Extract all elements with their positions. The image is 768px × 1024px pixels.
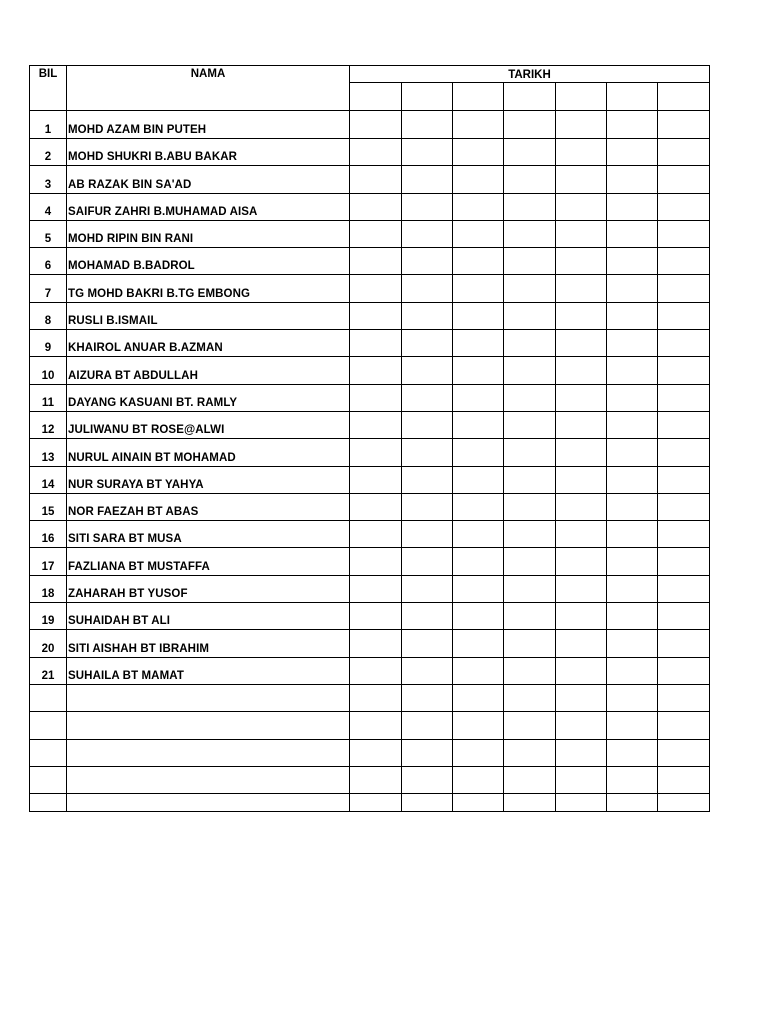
attendance-cell[interactable] <box>453 712 504 739</box>
table-row <box>30 248 710 275</box>
attendance-cell[interactable] <box>453 384 504 411</box>
nama-cell: MOHD SHUKRI B.ABU BAKAR <box>67 139 350 166</box>
attendance-cell[interactable] <box>350 439 402 466</box>
bil-cell: 7 <box>30 275 67 302</box>
bil-cell: 2 <box>30 139 67 166</box>
attendance-cell[interactable] <box>350 575 402 602</box>
bil-cell: 18 <box>30 575 67 602</box>
attendance-sheet <box>29 65 710 812</box>
bil-cell <box>30 766 67 793</box>
attendance-cell[interactable] <box>402 302 453 329</box>
attendance-cell[interactable] <box>350 302 402 329</box>
attendance-cell[interactable] <box>658 548 710 575</box>
attendance-cell[interactable] <box>504 493 556 520</box>
date-slot-header-2[interactable] <box>402 83 453 111</box>
bil-cell: 21 <box>30 657 67 684</box>
nama-cell: NOR FAEZAH BT ABAS <box>67 493 350 520</box>
attendance-cell[interactable] <box>350 657 402 684</box>
attendance-cell[interactable] <box>504 411 556 438</box>
attendance-cell[interactable] <box>607 794 658 812</box>
attendance-cell[interactable] <box>607 220 658 247</box>
attendance-cell[interactable] <box>402 766 453 793</box>
nama-cell: SUHAILA BT MAMAT <box>67 657 350 684</box>
attendance-cell[interactable] <box>453 603 504 630</box>
date-slot-header-1[interactable] <box>350 83 402 111</box>
attendance-cell[interactable] <box>556 139 607 166</box>
date-slot-header-5[interactable] <box>556 83 607 111</box>
attendance-cell[interactable] <box>504 248 556 275</box>
attendance-cell[interactable] <box>453 111 504 139</box>
table-row <box>30 275 710 302</box>
attendance-cell[interactable] <box>504 548 556 575</box>
attendance-cell[interactable] <box>607 466 658 493</box>
table-row <box>30 139 710 166</box>
nama-cell: SITI AISHAH BT IBRAHIM <box>67 630 350 657</box>
attendance-cell[interactable] <box>607 739 658 766</box>
attendance-cell[interactable] <box>350 493 402 520</box>
attendance-cell[interactable] <box>402 630 453 657</box>
attendance-cell[interactable] <box>350 166 402 193</box>
table-row <box>30 411 710 438</box>
bil-cell: 5 <box>30 220 67 247</box>
bil-header: BIL <box>30 66 67 111</box>
table-row <box>30 630 710 657</box>
bil-cell: 20 <box>30 630 67 657</box>
attendance-cell[interactable] <box>402 384 453 411</box>
attendance-cell[interactable] <box>607 603 658 630</box>
bil-cell: 9 <box>30 330 67 357</box>
table-row <box>30 330 710 357</box>
attendance-cell[interactable] <box>607 657 658 684</box>
attendance-cell[interactable] <box>658 684 710 711</box>
bil-cell: 16 <box>30 521 67 548</box>
bil-cell: 4 <box>30 193 67 220</box>
attendance-cell[interactable] <box>453 330 504 357</box>
attendance-cell[interactable] <box>453 302 504 329</box>
table-row <box>30 575 710 602</box>
nama-cell: SITI SARA BT MUSA <box>67 521 350 548</box>
nama-header: NAMA <box>67 66 350 111</box>
attendance-cell[interactable] <box>607 139 658 166</box>
attendance-cell[interactable] <box>658 712 710 739</box>
attendance-cell[interactable] <box>607 193 658 220</box>
attendance-cell[interactable] <box>658 466 710 493</box>
attendance-cell[interactable] <box>402 548 453 575</box>
table-row <box>30 712 710 739</box>
attendance-cell[interactable] <box>504 630 556 657</box>
attendance-cell[interactable] <box>504 766 556 793</box>
attendance-cell[interactable] <box>556 684 607 711</box>
attendance-cell[interactable] <box>504 139 556 166</box>
attendance-cell[interactable] <box>607 493 658 520</box>
bil-cell: 17 <box>30 548 67 575</box>
attendance-cell[interactable] <box>658 766 710 793</box>
attendance-cell[interactable] <box>504 575 556 602</box>
attendance-cell[interactable] <box>402 493 453 520</box>
attendance-cell[interactable] <box>453 248 504 275</box>
attendance-cell[interactable] <box>556 220 607 247</box>
date-slot-header-3[interactable] <box>453 83 504 111</box>
attendance-cell[interactable] <box>504 739 556 766</box>
attendance-cell[interactable] <box>658 603 710 630</box>
date-slot-header-6[interactable] <box>607 83 658 111</box>
attendance-cell[interactable] <box>607 630 658 657</box>
table-row <box>30 657 710 684</box>
attendance-table <box>29 65 710 812</box>
attendance-cell[interactable] <box>658 111 710 139</box>
attendance-cell[interactable] <box>504 111 556 139</box>
table-row <box>30 111 710 139</box>
attendance-cell[interactable] <box>607 712 658 739</box>
attendance-cell[interactable] <box>607 248 658 275</box>
nama-cell: SUHAIDAH BT ALI <box>67 603 350 630</box>
attendance-cell[interactable] <box>402 275 453 302</box>
attendance-cell[interactable] <box>402 166 453 193</box>
attendance-cell[interactable] <box>607 302 658 329</box>
attendance-cell[interactable] <box>607 766 658 793</box>
table-row <box>30 684 710 711</box>
attendance-cell[interactable] <box>556 411 607 438</box>
attendance-cell[interactable] <box>658 302 710 329</box>
attendance-cell[interactable] <box>658 220 710 247</box>
attendance-cell[interactable] <box>556 166 607 193</box>
attendance-cell[interactable] <box>658 193 710 220</box>
attendance-cell[interactable] <box>350 630 402 657</box>
bil-cell: 12 <box>30 411 67 438</box>
attendance-cell[interactable] <box>607 166 658 193</box>
attendance-cell[interactable] <box>350 521 402 548</box>
attendance-cell[interactable] <box>556 548 607 575</box>
attendance-cell[interactable] <box>453 794 504 812</box>
attendance-cell[interactable] <box>402 357 453 384</box>
attendance-cell[interactable] <box>504 357 556 384</box>
attendance-cell[interactable] <box>453 357 504 384</box>
attendance-cell[interactable] <box>453 493 504 520</box>
attendance-cell[interactable] <box>350 794 402 812</box>
attendance-cell[interactable] <box>556 384 607 411</box>
attendance-cell[interactable] <box>350 248 402 275</box>
bil-cell: 3 <box>30 166 67 193</box>
table-row <box>30 439 710 466</box>
table-row <box>30 466 710 493</box>
attendance-cell[interactable] <box>350 384 402 411</box>
attendance-cell[interactable] <box>453 548 504 575</box>
attendance-cell[interactable] <box>402 193 453 220</box>
attendance-cell[interactable] <box>350 220 402 247</box>
attendance-cell[interactable] <box>658 357 710 384</box>
attendance-cell[interactable] <box>350 603 402 630</box>
nama-cell: RUSLI B.ISMAIL <box>67 302 350 329</box>
table-row <box>30 384 710 411</box>
attendance-cell[interactable] <box>607 548 658 575</box>
attendance-cell[interactable] <box>402 684 453 711</box>
attendance-cell[interactable] <box>402 411 453 438</box>
bil-cell: 19 <box>30 603 67 630</box>
attendance-cell[interactable] <box>453 466 504 493</box>
attendance-cell[interactable] <box>453 139 504 166</box>
attendance-cell[interactable] <box>658 657 710 684</box>
attendance-cell[interactable] <box>453 439 504 466</box>
nama-cell: NUR SURAYA BT YAHYA <box>67 466 350 493</box>
attendance-cell[interactable] <box>504 794 556 812</box>
nama-cell <box>67 712 350 739</box>
attendance-cell[interactable] <box>453 220 504 247</box>
attendance-cell[interactable] <box>504 466 556 493</box>
attendance-cell[interactable] <box>658 384 710 411</box>
attendance-cell[interactable] <box>504 302 556 329</box>
table-row <box>30 548 710 575</box>
attendance-cell[interactable] <box>556 193 607 220</box>
nama-cell: KHAIROL ANUAR B.AZMAN <box>67 330 350 357</box>
bil-cell: 8 <box>30 302 67 329</box>
attendance-cell[interactable] <box>504 330 556 357</box>
attendance-cell[interactable] <box>658 575 710 602</box>
bil-cell: 13 <box>30 439 67 466</box>
attendance-cell[interactable] <box>556 248 607 275</box>
attendance-cell[interactable] <box>453 275 504 302</box>
table-row <box>30 521 710 548</box>
attendance-cell[interactable] <box>556 466 607 493</box>
bil-cell: 11 <box>30 384 67 411</box>
attendance-cell[interactable] <box>402 575 453 602</box>
attendance-cell[interactable] <box>350 739 402 766</box>
table-row <box>30 493 710 520</box>
attendance-cell[interactable] <box>607 684 658 711</box>
attendance-cell[interactable] <box>453 575 504 602</box>
date-slot-header-4[interactable] <box>504 83 556 111</box>
attendance-cell[interactable] <box>350 275 402 302</box>
attendance-cell[interactable] <box>658 248 710 275</box>
nama-cell <box>67 794 350 812</box>
attendance-cell[interactable] <box>556 575 607 602</box>
attendance-cell[interactable] <box>607 384 658 411</box>
attendance-cell[interactable] <box>556 439 607 466</box>
attendance-cell[interactable] <box>607 330 658 357</box>
attendance-cell[interactable] <box>402 603 453 630</box>
attendance-cell[interactable] <box>504 166 556 193</box>
attendance-cell[interactable] <box>658 521 710 548</box>
date-slot-header-7[interactable] <box>658 83 710 111</box>
nama-cell: MOHD RIPIN BIN RANI <box>67 220 350 247</box>
attendance-cell[interactable] <box>350 684 402 711</box>
attendance-cell[interactable] <box>658 330 710 357</box>
attendance-cell[interactable] <box>453 166 504 193</box>
attendance-cell[interactable] <box>350 139 402 166</box>
attendance-cell[interactable] <box>453 766 504 793</box>
attendance-cell[interactable] <box>556 766 607 793</box>
attendance-cell[interactable] <box>658 275 710 302</box>
table-row <box>30 193 710 220</box>
attendance-cell[interactable] <box>402 330 453 357</box>
attendance-cell[interactable] <box>556 739 607 766</box>
tarikh-header: TARIKH <box>350 66 710 83</box>
attendance-cell[interactable] <box>607 575 658 602</box>
table-row <box>30 302 710 329</box>
attendance-cell[interactable] <box>556 330 607 357</box>
nama-cell <box>67 739 350 766</box>
bil-cell: 6 <box>30 248 67 275</box>
attendance-cell[interactable] <box>504 220 556 247</box>
attendance-cell[interactable] <box>402 466 453 493</box>
attendance-cell[interactable] <box>658 439 710 466</box>
attendance-cell[interactable] <box>453 521 504 548</box>
attendance-cell[interactable] <box>453 657 504 684</box>
table-row <box>30 603 710 630</box>
attendance-cell[interactable] <box>658 166 710 193</box>
attendance-cell[interactable] <box>350 466 402 493</box>
attendance-cell[interactable] <box>504 439 556 466</box>
attendance-cell[interactable] <box>504 657 556 684</box>
nama-cell: SAIFUR ZAHRI B.MUHAMAD AISA <box>67 193 350 220</box>
attendance-cell[interactable] <box>607 357 658 384</box>
attendance-cell[interactable] <box>607 275 658 302</box>
table-row <box>30 766 710 793</box>
table-row <box>30 739 710 766</box>
attendance-cell[interactable] <box>350 330 402 357</box>
table-row <box>30 220 710 247</box>
attendance-cell[interactable] <box>556 630 607 657</box>
attendance-cell[interactable] <box>402 712 453 739</box>
attendance-cell[interactable] <box>556 521 607 548</box>
nama-cell: JULIWANU BT ROSE@ALWI <box>67 411 350 438</box>
nama-cell: AB RAZAK BIN SA'AD <box>67 166 350 193</box>
bil-cell: 14 <box>30 466 67 493</box>
nama-cell: FAZLIANA BT MUSTAFFA <box>67 548 350 575</box>
attendance-cell[interactable] <box>402 139 453 166</box>
attendance-cell[interactable] <box>453 739 504 766</box>
attendance-cell[interactable] <box>453 630 504 657</box>
bil-cell: 15 <box>30 493 67 520</box>
attendance-cell[interactable] <box>402 739 453 766</box>
nama-cell <box>67 766 350 793</box>
bil-cell <box>30 712 67 739</box>
attendance-cell[interactable] <box>402 439 453 466</box>
header-row <box>30 66 710 83</box>
attendance-cell[interactable] <box>556 302 607 329</box>
nama-cell: DAYANG KASUANI BT. RAMLY <box>67 384 350 411</box>
attendance-cell[interactable] <box>658 739 710 766</box>
attendance-cell[interactable] <box>350 548 402 575</box>
bil-cell: 10 <box>30 357 67 384</box>
attendance-cell[interactable] <box>350 766 402 793</box>
attendance-cell[interactable] <box>350 193 402 220</box>
attendance-cell[interactable] <box>504 275 556 302</box>
attendance-cell[interactable] <box>556 357 607 384</box>
attendance-cell[interactable] <box>658 139 710 166</box>
attendance-cell[interactable] <box>402 521 453 548</box>
attendance-cell[interactable] <box>607 521 658 548</box>
attendance-cell[interactable] <box>504 603 556 630</box>
attendance-cell[interactable] <box>607 439 658 466</box>
attendance-cell[interactable] <box>350 712 402 739</box>
nama-cell: MOHD AZAM BIN PUTEH <box>67 111 350 139</box>
attendance-cell[interactable] <box>504 193 556 220</box>
attendance-cell[interactable] <box>402 248 453 275</box>
nama-cell: NURUL AINAIN BT MOHAMAD <box>67 439 350 466</box>
table-row <box>30 794 710 812</box>
bil-cell <box>30 739 67 766</box>
attendance-cell[interactable] <box>453 193 504 220</box>
attendance-cell[interactable] <box>453 684 504 711</box>
attendance-cell[interactable] <box>556 603 607 630</box>
attendance-cell[interactable] <box>658 493 710 520</box>
bil-cell <box>30 684 67 711</box>
nama-cell: TG MOHD BAKRI B.TG EMBONG <box>67 275 350 302</box>
attendance-cell[interactable] <box>504 684 556 711</box>
attendance-cell[interactable] <box>607 111 658 139</box>
attendance-cell[interactable] <box>504 384 556 411</box>
attendance-cell[interactable] <box>402 657 453 684</box>
attendance-cell[interactable] <box>556 657 607 684</box>
attendance-cell[interactable] <box>453 411 504 438</box>
attendance-cell[interactable] <box>504 521 556 548</box>
attendance-cell[interactable] <box>402 220 453 247</box>
nama-cell <box>67 684 350 711</box>
attendance-cell[interactable] <box>556 111 607 139</box>
attendance-cell[interactable] <box>658 411 710 438</box>
bil-cell <box>30 794 67 812</box>
attendance-cell[interactable] <box>350 411 402 438</box>
attendance-cell[interactable] <box>402 111 453 139</box>
nama-cell: AIZURA BT ABDULLAH <box>67 357 350 384</box>
attendance-cell[interactable] <box>556 275 607 302</box>
nama-cell: ZAHARAH BT YUSOF <box>67 575 350 602</box>
bil-cell: 1 <box>30 111 67 139</box>
nama-cell: MOHAMAD B.BADROL <box>67 248 350 275</box>
attendance-cell[interactable] <box>556 493 607 520</box>
attendance-cell[interactable] <box>658 794 710 812</box>
attendance-cell[interactable] <box>607 411 658 438</box>
table-row <box>30 357 710 384</box>
attendance-cell[interactable] <box>504 712 556 739</box>
attendance-cell[interactable] <box>658 630 710 657</box>
attendance-cell[interactable] <box>402 794 453 812</box>
attendance-cell[interactable] <box>556 712 607 739</box>
attendance-cell[interactable] <box>350 357 402 384</box>
attendance-cell[interactable] <box>556 794 607 812</box>
attendance-cell[interactable] <box>350 111 402 139</box>
table-row <box>30 166 710 193</box>
